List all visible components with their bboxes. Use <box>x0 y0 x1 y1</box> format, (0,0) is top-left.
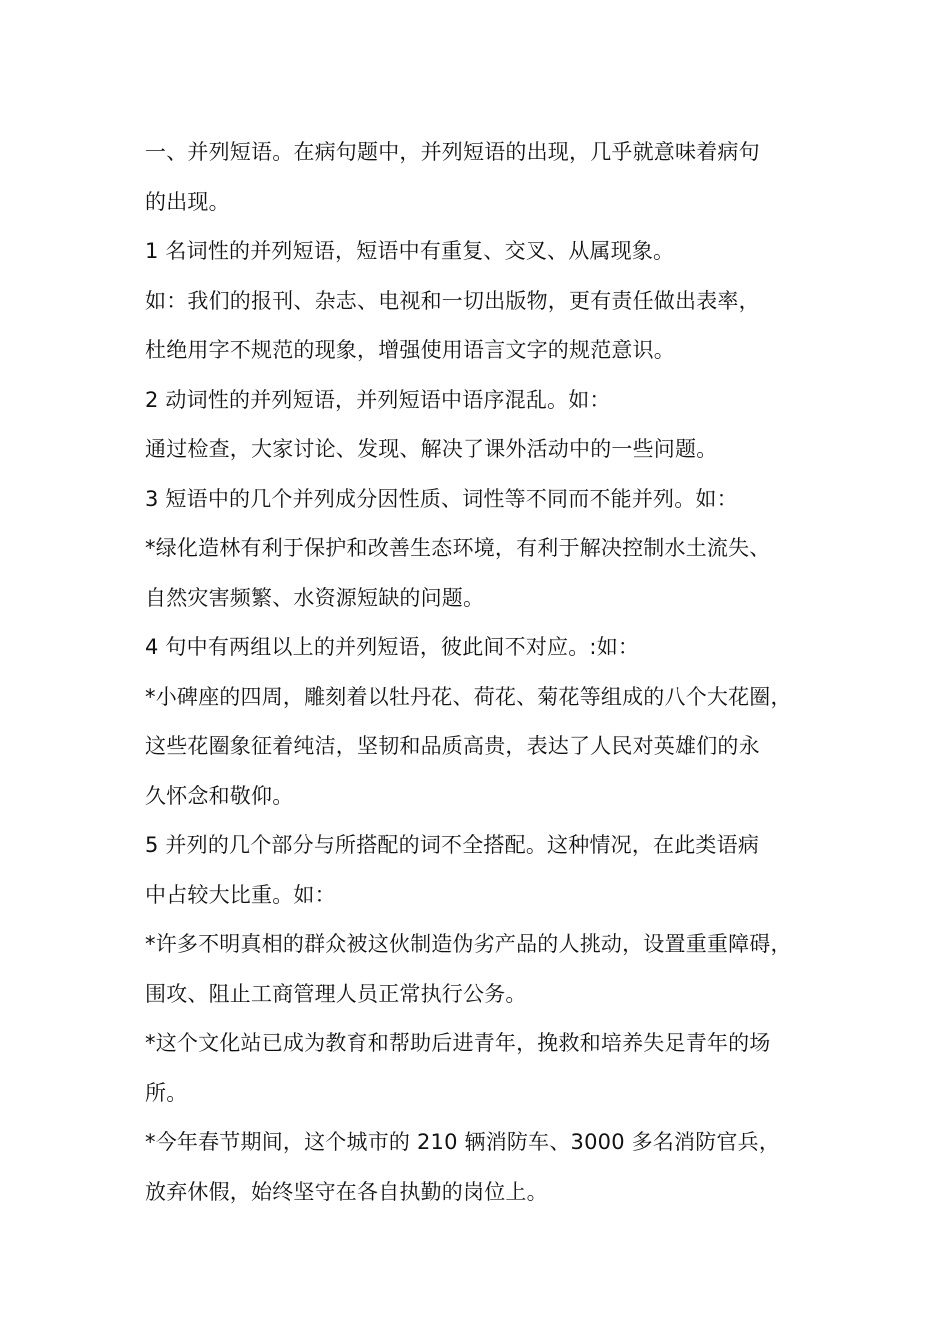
document-body <box>145 128 825 1217</box>
text-line: 自然灾害频繁、水资源短缺的问题。 <box>145 585 485 610</box>
text-line: 3 短语中的几个并列成分因性质、词性等不同而不能并列。如： <box>145 486 738 511</box>
text-line: 这些花圈象征着纯洁，坚韧和品质高贵，表达了人民对英雄们的永 <box>145 734 760 758</box>
text-line: 4 句中有两组以上的并列短语，彼此间不对应。:如： <box>145 635 640 659</box>
text-line: *这个文化站已成为教育和帮助后进青年，挽救和培养失足青年的场 <box>145 1031 771 1055</box>
text-line: 杜绝用字不规范的现象，增强使用语言文字的规范意识。 <box>145 338 675 362</box>
text-line: 放弃休假，始终坚守在各自执勤的岗位上。 <box>145 1179 548 1204</box>
text-line: 一、并列短语。在病句题中，并列短语的出现，几乎就意味着病句 <box>145 140 760 164</box>
text-line: 所。 <box>145 1080 188 1105</box>
text-line: 围攻、阻止工商管理人员正常执行公务。 <box>145 981 527 1006</box>
text-line: 通过检查，大家讨论、发现、解决了课外活动中的一些问题。 <box>145 437 718 461</box>
text-line: *今年春节期间，这个城市的 210 辆消防车、3000 多名消防官兵， <box>145 1130 781 1154</box>
text-line: *许多不明真相的群众被这伙制造伪劣产品的人挑动，设置重重障碍， <box>145 932 792 956</box>
text-line: 如：我们的报刊、杂志、电视和一切出版物，更有责任做出表率， <box>145 288 760 313</box>
text-line: *绿化造林有利于保护和改善生态环境，有利于解决控制水土流失、 <box>145 536 771 560</box>
text-line: *小碑座的四周，雕刻着以牡丹花、荷花、菊花等组成的八个大花圈， <box>145 684 792 709</box>
text-line: 5 并列的几个部分与所搭配的词不全搭配。这种情况，在此类语病 <box>145 833 760 857</box>
text-line: 2 动词性的并列短语，并列短语中语序混乱。如： <box>145 387 611 412</box>
text-line: 久怀念和敬仰。 <box>145 783 294 808</box>
text-line: 中占较大比重。如： <box>145 882 336 907</box>
text-line: 1 名词性的并列短语，短语中有重复、交叉、从属现象。 <box>145 239 675 263</box>
text-line: 的出现。 <box>145 189 230 214</box>
